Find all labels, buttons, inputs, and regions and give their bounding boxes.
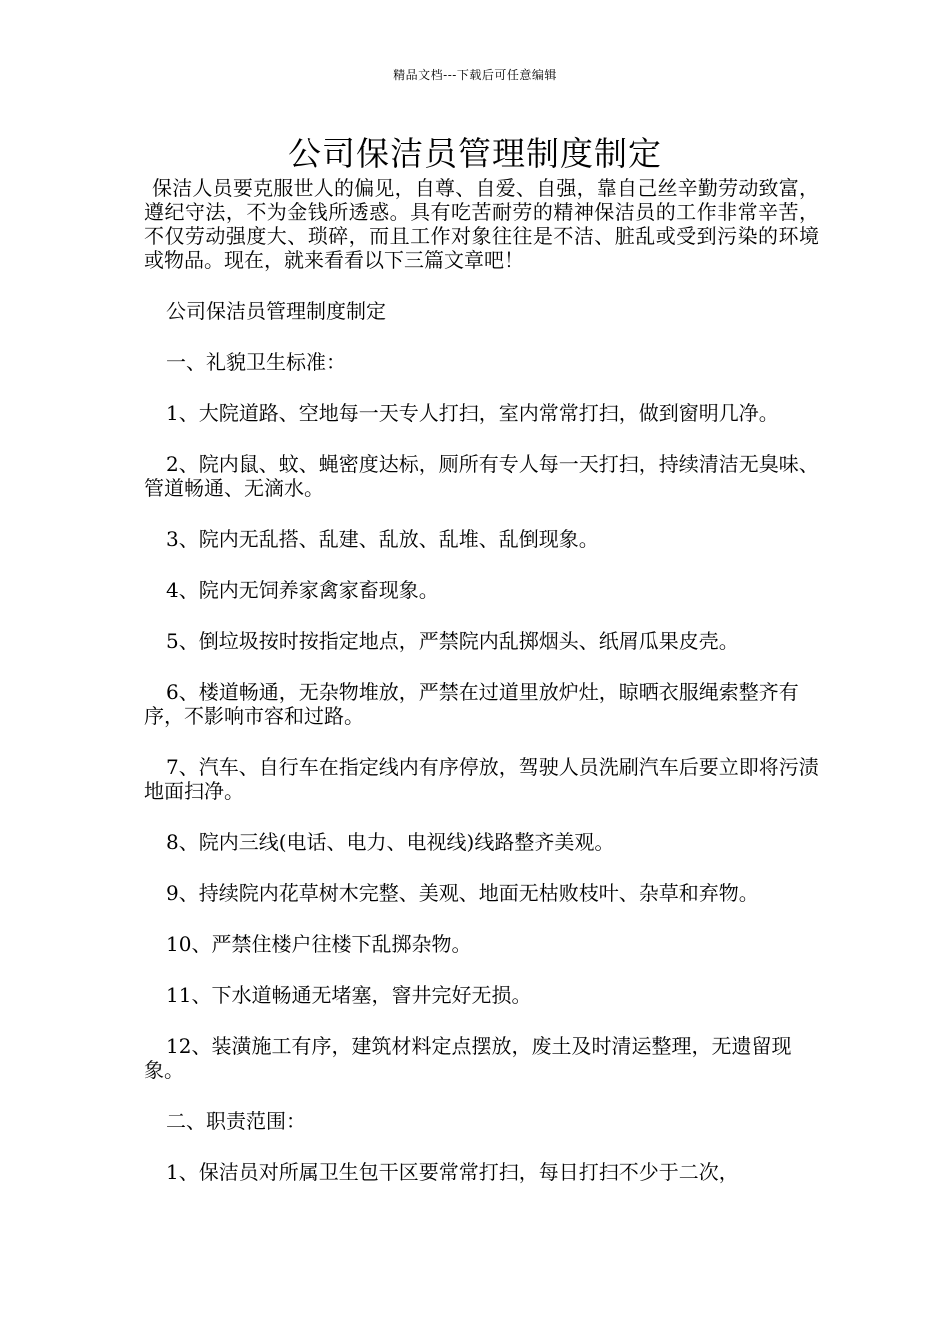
intro-paragraph: 保洁人员要克服世人的偏见，自尊、自爱、自强，靠自己丝辛勤劳动致富，遵纪守法，不为金钱所透惑。具有吃苦耐劳的精神保洁员的工作非常辛苦，不仅劳动强度大、琐碎，而且工作对象往往是不洁、脏乱或受到污染的环境或物品。现在，就来看看以下三篇文章吧！ (144, 176, 819, 272)
document-body (144, 176, 819, 1184)
paragraph-item-10: 10、严禁住楼户往楼下乱掷杂物。 (166, 932, 472, 956)
paragraph-item-12: 12、装潢施工有序，建筑材料定点摆放，废土及时清运整理，无遗留现象。 (144, 1034, 792, 1082)
paragraph-responsibility-1: 1、保洁员对所属卫生包干区要常常打扫，每日打扫不少于二次， (166, 1160, 739, 1184)
paragraph-item-6: 6、楼道畅通，无杂物堆放，严禁在过道里放炉灶，晾晒衣服绳索整齐有序，不影响市容和过路。 (144, 680, 799, 728)
section-heading-responsibilities: 二、职责范围： (166, 1109, 306, 1133)
paragraph-item-2: 2、院内鼠、蚊、蝇密度达标，厕所有专人每一天打扫，持续清洁无臭味、管道畅通、无滴水。 (144, 452, 819, 500)
paragraph-item-11: 11、下水道畅通无堵塞，窨井完好无损。 (166, 983, 532, 1007)
document-title: 公司保洁员管理制度制定 (288, 134, 662, 173)
paragraph-item-7: 7、汽车、自行车在指定线内有序停放，驾驶人员洗刷汽车后要立即将污渍地面扫净。 (144, 755, 819, 803)
paragraph-item-5: 5、倒垃圾按时按指定地点，严禁院内乱掷烟头、纸屑瓜果皮壳。 (166, 629, 739, 653)
section-heading-etiquette-hygiene: 一、礼貌卫生标准： (166, 350, 346, 374)
section-heading-repeat: 公司保洁员管理制度制定 (166, 299, 386, 323)
paragraph-item-3: 3、院内无乱搭、乱建、乱放、乱堆、乱倒现象。 (166, 527, 599, 551)
paragraph-item-8: 8、院内三线(电话、电力、电视线)线路整齐美观。 (166, 830, 615, 854)
paragraph-item-9: 9、持续院内花草树木完整、美观、地面无枯败枝叶、杂草和弃物。 (166, 881, 759, 905)
header-note: 精品文档---下载后可任意编辑 (393, 68, 557, 82)
paragraph-item-1: 1、大院道路、空地每一天专人打扫，室内常常打扫，做到窗明几净。 (166, 401, 779, 425)
paragraph-item-4: 4、院内无饲养家禽家畜现象。 (166, 578, 439, 602)
